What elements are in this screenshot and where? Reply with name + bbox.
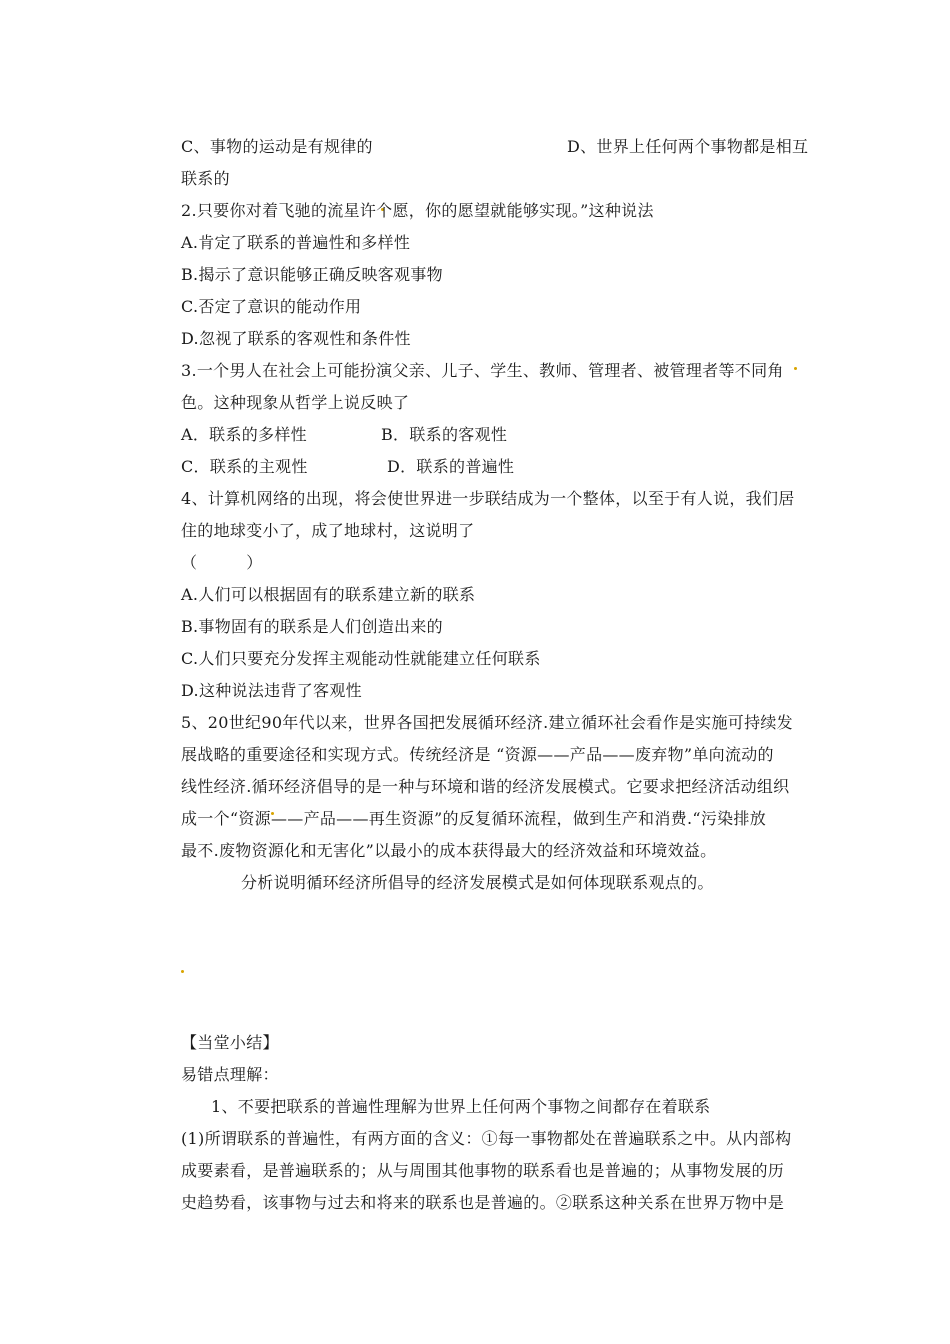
q1-option-d: D、世界上任何两个事物都是相互: [567, 137, 809, 156]
summary-point-1: 1、不要把联系的普遍性理解为世界上任何两个事物之间都存在着联系: [211, 1097, 711, 1116]
q2-option-a: A.肯定了联系的普遍性和多样性: [181, 233, 411, 252]
summary-heading: 【当堂小结】: [181, 1033, 279, 1052]
q4-stem-line1: 4、计算机网络的出现，将会使世界进一步联结成为一个整体，以至于有人说，我们居: [181, 489, 795, 508]
q2-option-d: D.忽视了联系的客观性和条件性: [181, 329, 411, 348]
q4-option-a: A.人们可以根据固有的联系建立新的联系: [181, 585, 476, 604]
q3-options-row2: [181, 451, 817, 483]
q1-option-d-cont: 联系的: [181, 169, 230, 188]
q4-stem-line2: 住的地球变小了，成了地球村，这说明了: [181, 521, 475, 540]
summary-subheading: 易错点理解：: [181, 1065, 279, 1084]
q3-option-b: B．联系的客观性: [381, 425, 508, 444]
q1-option-c: C、事物的运动是有规律的: [181, 137, 373, 156]
q3-stem-line2: 色。这种现象从哲学上说反映了: [181, 393, 410, 412]
q5-line: 成一个“资源——产品——再生资源”的反复循环流程，做到生产和消费.“污染排放: [181, 809, 767, 828]
q3-option-a: A．联系的多样性: [181, 425, 307, 444]
summary-paragraph-line: 史趋势看，该事物与过去和将来的联系也是普遍的。②联系这种关系在世界万物中是: [181, 1193, 785, 1212]
q5-line: 5、20世纪90年代以来，世界各国把发展循环经济.建立循环社会看作是实施可持续发: [181, 713, 793, 732]
q5-prompt: 分析说明循环经济所倡导的经济发展模式是如何体现联系观点的。: [241, 873, 714, 892]
q5-line: 展战略的重要途径和实现方式。传统经济是 “资源——产品——废弃物”单向流动的: [181, 745, 774, 764]
q3-stem-line1: 3.一个男人在社会上可能扮演父亲、儿子、学生、教师、管理者、被管理者等不同角: [181, 361, 784, 380]
q3-options-row1: [181, 419, 817, 451]
q1-options-row: [181, 131, 817, 163]
q2-stem: 2.只要你对着飞驰的流星许个愿，你的愿望就能够实现。”这种说法: [181, 201, 654, 220]
q2-option-c: C.否定了意识的能动作用: [181, 297, 362, 316]
q4-option-b: B.事物固有的联系是人们创造出来的: [181, 617, 443, 636]
q4-option-d: D.这种说法违背了客观性: [181, 681, 362, 700]
summary-paragraph-line: 成要素看，是普遍联系的；从与周围其他事物的联系看也是普遍的；从事物发展的历: [181, 1161, 785, 1180]
q4-option-c: C.人们只要充分发挥主观能动性就能建立任何联系: [181, 649, 541, 668]
q5-line: 最不.废物资源化和无害化”以最小的成本获得最大的经济效益和环境效益。: [181, 841, 717, 860]
q5-line: 线性经济.循环经济倡导的是一种与环境和谐的经济发展模式。它要求把经济活动组织: [181, 777, 790, 796]
summary-paragraph-line: (1)所谓联系的普遍性，有两方面的含义：①每一事物都处在普遍联系之中。从内部构: [181, 1129, 792, 1148]
answer-space: [181, 899, 817, 997]
q3-option-d: D．联系的普遍性: [387, 457, 515, 476]
q2-option-b: B.揭示了意识能够正确反映客观事物: [181, 265, 443, 284]
q3-option-c: C．联系的主观性: [181, 457, 308, 476]
q4-answer-blank: （ ）: [181, 553, 263, 572]
document-body: [181, 131, 817, 1219]
